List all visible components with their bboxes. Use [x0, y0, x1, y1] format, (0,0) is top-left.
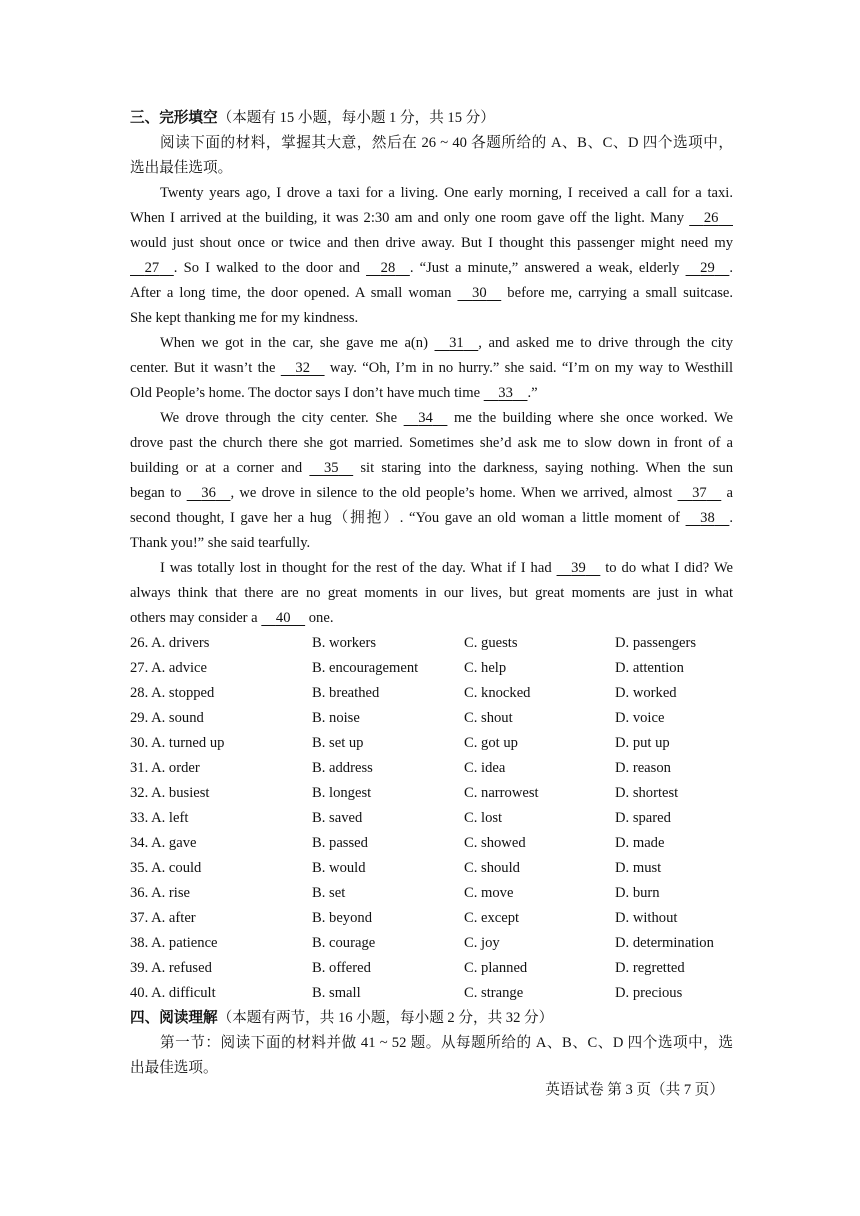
option-c: C. shout: [464, 710, 513, 726]
option-d: D. voice: [615, 710, 665, 726]
blank-36: 36: [201, 485, 216, 501]
passage-line: When I arrived at the building, it was 2:30 am and only one room gave off the light. Many 26: [130, 206, 733, 231]
blank-31: 31: [449, 335, 464, 351]
passage-line: others may consider a 40 one.: [130, 606, 733, 631]
option-d: D. burn: [615, 885, 660, 901]
option-c: C. got up: [464, 735, 518, 751]
option-d: D. passengers: [615, 635, 697, 651]
option-c: C. move: [464, 885, 514, 901]
option-b: B. noise: [312, 710, 360, 726]
option-a: 29. A. sound: [130, 710, 204, 726]
option-d: D. regretted: [615, 960, 685, 976]
section-4-heading: [130, 1006, 733, 1031]
passage-line: I was totally lost in thought for the rest of the day. What if I had 39 to do what I did? We: [130, 556, 733, 581]
passage-line: always think that there are no great moments in our lives, but great moments are just in what: [130, 585, 733, 601]
passage-line: Old People’s home. The doctor says I don’t have much time 33 .”: [130, 381, 733, 406]
option-b: B. workers: [312, 635, 377, 651]
passage-line: Thank you!” she said tearfully.: [130, 535, 311, 551]
question-33-options: [130, 806, 733, 831]
passage-line: would just shout once or twice and then drive away. But I thought this passenger might need my: [130, 235, 733, 251]
option-d: D. must: [615, 860, 662, 876]
section-3-instruction: 阅读下面的材料，掌握其大意，然后在 26 ~ 40 各题所给的 A、B、C、D 四个选项中，: [160, 135, 733, 151]
option-a: 26. A. drivers: [130, 635, 210, 651]
option-b: B. longest: [312, 785, 372, 801]
option-a: 38. A. patience: [130, 935, 218, 951]
section-4-instruction: 第一节：阅读下面的材料并做 41 ~ 52 题。从每题所给的 A、B、C、D 四个选项中，选: [160, 1035, 733, 1051]
blank-39: 39: [571, 560, 586, 576]
option-a: 37. A. after: [130, 910, 196, 926]
option-b: B. encouragement: [312, 660, 419, 676]
option-a: 28. A. stopped: [130, 685, 215, 701]
option-a: 31. A. order: [130, 760, 200, 776]
passage-line: drove past the church there she got married. Sometimes she’d ask me to slow down in front of a: [130, 435, 733, 451]
option-d: D. reason: [615, 760, 671, 776]
option-a: 27. A. advice: [130, 660, 208, 676]
passage-line: She kept thanking me for my kindness.: [130, 310, 359, 326]
option-b: B. passed: [312, 835, 368, 851]
question-40-options: [130, 981, 733, 1006]
option-c: C. help: [464, 660, 507, 676]
option-a: 40. A. difficult: [130, 985, 216, 1001]
option-d: D. made: [615, 835, 665, 851]
passage-line: When we got in the car, she gave me a(n) 31 , and asked me to drive through the city: [130, 331, 733, 356]
option-c: C. showed: [464, 835, 526, 851]
option-a: 30. A. turned up: [130, 735, 225, 751]
option-a: 34. A. gave: [130, 835, 197, 851]
option-a: 39. A. refused: [130, 960, 212, 976]
passage-line: We drove through the city center. She 34 me the building where she once worked. We: [130, 406, 733, 431]
passage-line: 27 . So I walked to the door and 28 . “Just a minute,” answered a weak, elderly 29 .: [130, 256, 733, 281]
option-b: B. small: [312, 985, 361, 1001]
option-c: C. narrowest: [464, 785, 539, 801]
blank-38: 38: [700, 510, 715, 526]
question-36-options: [130, 881, 733, 906]
option-c: C. joy: [464, 935, 500, 951]
exam-page: [130, 106, 733, 1081]
blank-33: 33: [498, 385, 513, 401]
passage-line: building or at a corner and 35 sit staring into the darkness, saying nothing. When the sun: [130, 456, 733, 481]
passage-line: center. But it wasn’t the 32 way. “Oh, I’m in no hurry.” she said. “I’m on my way to Westhill: [130, 356, 733, 381]
blank-27: 27: [144, 260, 160, 276]
option-d: D. without: [615, 910, 678, 926]
blank-35: 35: [323, 460, 339, 476]
question-29-options: [130, 706, 733, 731]
question-34-options: [130, 831, 733, 856]
section-4-note: （本题有两节，共 16 小题，每小题 2 分，共 32 分）: [217, 1010, 554, 1026]
option-c: C. idea: [464, 760, 506, 776]
blank-37: 37: [692, 485, 707, 501]
passage-line: began to 36 , we drove in silence to the old people’s home. When we arrived, almost 37 a: [130, 481, 733, 506]
section-4-title: 四、阅读理解: [130, 1010, 218, 1026]
section-3-title: 三、完形填空: [130, 110, 218, 126]
passage-line: Twenty years ago, I drove a taxi for a living. One early morning, I received a call for a taxi.: [160, 185, 733, 201]
blank-28: 28: [380, 260, 396, 276]
option-a: 32. A. busiest: [130, 785, 210, 801]
cloze-passage: [130, 181, 733, 631]
option-b: B. set: [312, 885, 346, 901]
question-37-options: [130, 906, 733, 931]
blank-29: 29: [700, 260, 715, 276]
section-3-heading: [130, 106, 733, 131]
option-c: C. guests: [464, 635, 518, 651]
option-d: D. determination: [615, 935, 714, 951]
option-c: C. knocked: [464, 685, 531, 701]
option-b: B. would: [312, 860, 366, 876]
option-d: D. shortest: [615, 785, 679, 801]
blank-30: 30: [472, 285, 487, 301]
question-31-options: [130, 756, 733, 781]
option-b: B. set up: [312, 735, 364, 751]
blank-32: 32: [295, 360, 310, 376]
question-26-options: [130, 631, 733, 656]
option-c: C. strange: [464, 985, 524, 1001]
section-3-instruction-cont: 选出最佳选项。: [130, 160, 233, 176]
option-c: C. should: [464, 860, 520, 876]
option-d: D. spared: [615, 810, 671, 826]
passage-line: After a long time, the door opened. A small woman 30 before me, carrying a small suitcase.: [130, 281, 733, 306]
option-b: B. beyond: [312, 910, 372, 926]
option-d: D. put up: [615, 735, 670, 751]
option-b: B. offered: [312, 960, 371, 976]
blank-26: 26: [703, 210, 719, 226]
blank-34: 34: [418, 410, 433, 426]
answer-options: [130, 631, 733, 1006]
option-b: B. courage: [312, 935, 376, 951]
blank-40: 40: [275, 610, 291, 626]
option-c: C. lost: [464, 810, 503, 826]
question-32-options: [130, 781, 733, 806]
question-30-options: [130, 731, 733, 756]
passage-line: second thought, I gave her a hug（拥抱）. “You gave an old woman a little moment of 38 .: [130, 506, 733, 531]
question-27-options: [130, 656, 733, 681]
question-28-options: [130, 681, 733, 706]
option-d: D. precious: [615, 985, 683, 1001]
option-b: B. breathed: [312, 685, 380, 701]
option-d: D. attention: [615, 660, 684, 676]
option-c: C. planned: [464, 960, 528, 976]
section-4-instruction-cont: 出最佳选项。: [130, 1060, 218, 1076]
page-footer: 英语试卷 第 3 页（共 7 页）: [545, 1082, 724, 1098]
option-d: D. worked: [615, 685, 677, 701]
option-a: 33. A. left: [130, 810, 189, 826]
option-a: 35. A. could: [130, 860, 202, 876]
question-39-options: [130, 956, 733, 981]
option-b: B. address: [312, 760, 373, 776]
question-35-options: [130, 856, 733, 881]
option-a: 36. A. rise: [130, 885, 190, 901]
question-38-options: [130, 931, 733, 956]
section-3-note: （本题有 15 小题，每小题 1 分，共 15 分）: [217, 110, 495, 126]
option-b: B. saved: [312, 810, 363, 826]
option-c: C. except: [464, 910, 520, 926]
